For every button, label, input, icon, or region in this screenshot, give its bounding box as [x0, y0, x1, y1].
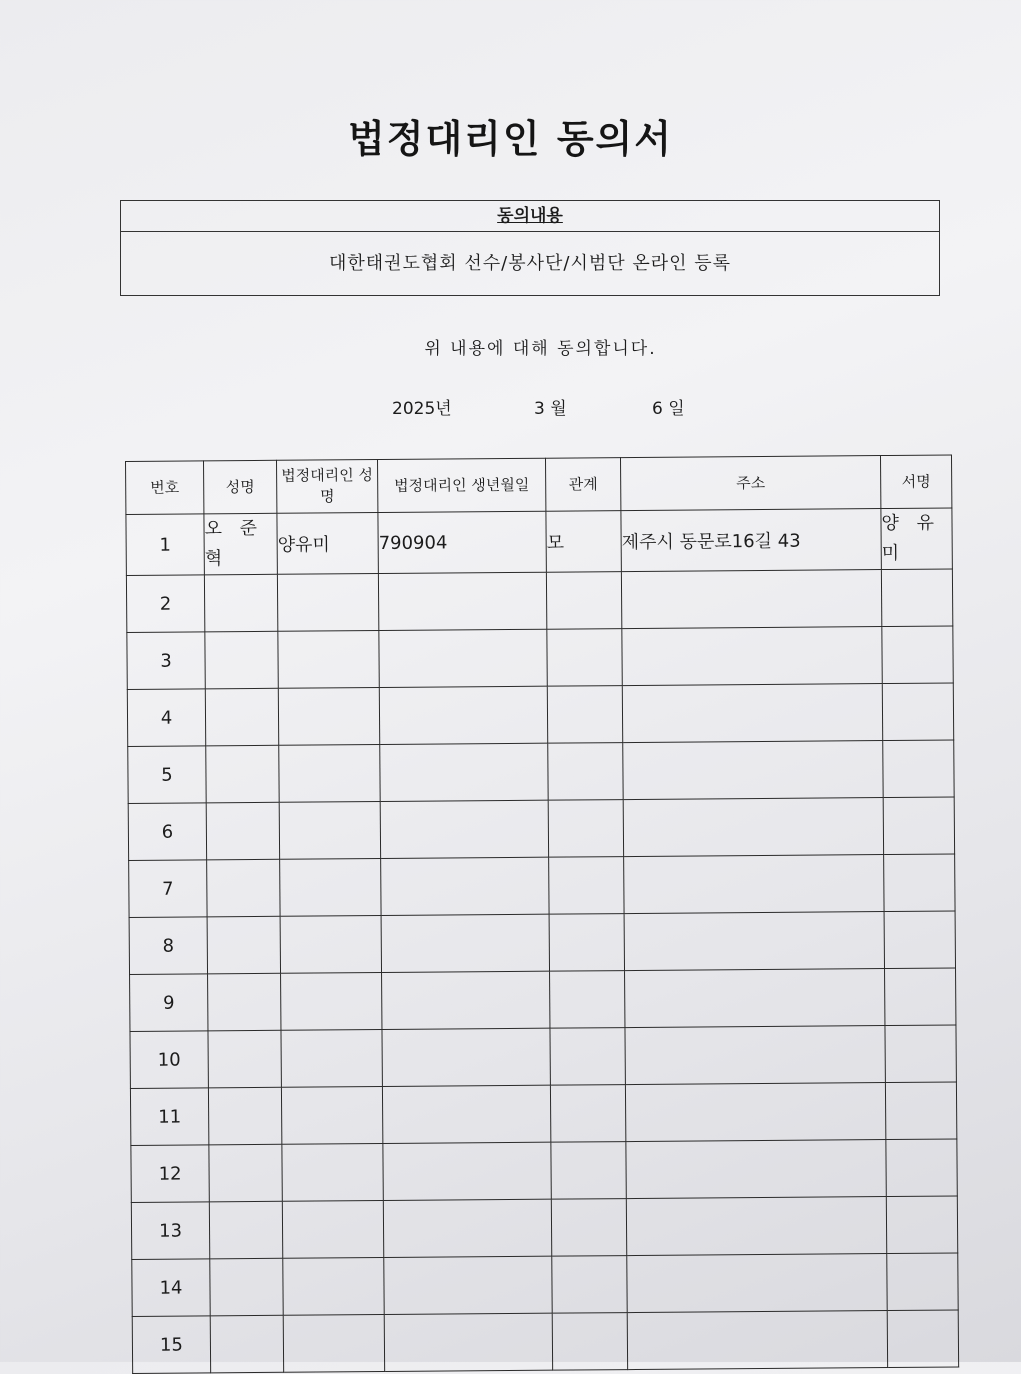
table-row	[126, 508, 952, 575]
cell-signature	[885, 1025, 956, 1083]
cell-guardian-name	[279, 745, 380, 803]
cell-signature	[887, 1253, 958, 1311]
cell-guardian-name	[278, 631, 379, 689]
cell-name	[207, 916, 280, 974]
cell-name	[209, 1201, 282, 1259]
cell-address	[624, 855, 884, 914]
cell-guardian-birth: 790904	[378, 511, 546, 573]
table-row	[131, 1196, 957, 1259]
cell-signature	[886, 1196, 957, 1254]
header-name: 성명	[204, 460, 277, 514]
cell-relation	[551, 1142, 626, 1200]
cell-guardian-birth	[378, 572, 546, 630]
cell-guardian-name	[279, 802, 380, 860]
cell-address	[622, 627, 882, 686]
consent-header	[121, 201, 939, 232]
cell-guardian-birth	[384, 1256, 552, 1314]
consent-header-label: 동의내용	[497, 206, 563, 226]
cell-address	[624, 912, 884, 971]
cell-relation: 모	[546, 511, 621, 573]
table-row	[129, 854, 955, 917]
cell-number: 4	[127, 689, 205, 747]
cell-name: 오 준 혁	[204, 513, 277, 575]
cell-relation	[547, 686, 622, 744]
cell-address	[627, 1311, 887, 1370]
table-row	[132, 1310, 958, 1373]
cell-relation	[548, 800, 623, 858]
cell-name	[209, 1144, 282, 1202]
cell-signature	[883, 797, 954, 855]
cell-name	[208, 973, 281, 1031]
cell-guardian-birth	[382, 1085, 550, 1143]
cell-address	[627, 1254, 887, 1313]
date-day: 6 일	[652, 399, 685, 419]
cell-guardian-birth	[382, 971, 550, 1029]
cell-guardian-name	[277, 574, 378, 632]
cell-relation	[551, 1199, 626, 1257]
cell-guardian-name	[280, 859, 381, 917]
cell-signature	[885, 968, 956, 1026]
header-number: 번호	[126, 461, 204, 515]
cell-address	[623, 798, 883, 857]
cell-guardian-name	[281, 1029, 382, 1087]
cell-signature	[882, 626, 953, 684]
table-body	[126, 508, 959, 1373]
cell-name	[205, 688, 278, 746]
cell-guardian-birth	[382, 1028, 550, 1086]
cell-guardian-name	[280, 916, 381, 974]
cell-name	[206, 802, 279, 860]
cell-name	[204, 574, 277, 632]
consent-content-box	[120, 200, 940, 296]
cell-guardian-birth	[383, 1142, 551, 1200]
table-row	[130, 1025, 956, 1088]
cell-number: 1	[126, 514, 204, 576]
cell-number: 12	[131, 1145, 209, 1203]
cell-guardian-name	[282, 1200, 383, 1258]
cell-address	[623, 741, 883, 800]
cell-guardian-birth	[381, 914, 549, 972]
cell-signature	[884, 854, 955, 912]
table-row	[127, 683, 953, 746]
cell-relation	[546, 572, 621, 630]
table-row	[127, 626, 953, 689]
cell-number: 13	[131, 1202, 209, 1260]
table-row	[126, 569, 952, 632]
cell-guardian-name	[281, 973, 382, 1031]
cell-number: 5	[128, 746, 206, 804]
table-row	[130, 1082, 956, 1145]
header-guardian-name: 법정대리인 성명	[276, 460, 377, 514]
header-address: 주소	[620, 456, 880, 511]
cell-relation	[552, 1256, 627, 1314]
cell-guardian-birth	[380, 800, 548, 858]
guardian-roster-table	[125, 455, 959, 1374]
cell-address	[622, 684, 882, 743]
cell-address	[621, 570, 881, 629]
cell-name	[205, 631, 278, 689]
cell-address	[625, 1083, 885, 1142]
header-signature: 서명	[880, 455, 951, 509]
cell-address: 제주시 동문로16길 43	[621, 509, 881, 572]
cell-number: 3	[127, 632, 205, 690]
cell-signature: 양 유 미	[881, 508, 952, 570]
cell-guardian-name	[281, 1086, 382, 1144]
cell-address	[625, 1026, 885, 1085]
date-year: 2025년	[392, 399, 452, 419]
cell-guardian-name	[278, 688, 379, 746]
cell-guardian-birth	[383, 1199, 551, 1257]
cell-guardian-birth	[379, 686, 547, 744]
header-relation: 관계	[545, 458, 620, 512]
cell-name	[208, 1087, 281, 1145]
table-row	[129, 911, 955, 974]
cell-signature	[884, 911, 955, 969]
header-guardian-birth: 법정대리인 생년월일	[377, 458, 545, 512]
cell-number: 10	[130, 1031, 208, 1089]
cell-relation	[548, 743, 623, 801]
cell-name	[210, 1315, 283, 1373]
cell-relation	[549, 857, 624, 915]
cell-relation	[547, 629, 622, 687]
cell-guardian-name	[283, 1314, 384, 1372]
cell-guardian-birth	[384, 1313, 552, 1371]
cell-address	[626, 1197, 886, 1256]
table-row	[132, 1253, 958, 1316]
cell-name	[210, 1258, 283, 1316]
cell-number: 11	[130, 1088, 208, 1146]
cell-address	[626, 1140, 886, 1199]
cell-relation	[550, 1028, 625, 1086]
cell-relation	[550, 971, 625, 1029]
cell-signature	[886, 1139, 957, 1197]
cell-guardian-name	[283, 1257, 384, 1315]
cell-guardian-name: 양유미	[277, 513, 378, 575]
cell-number: 2	[126, 575, 204, 633]
cell-guardian-birth	[380, 743, 548, 801]
cell-signature	[887, 1310, 958, 1368]
cell-number: 9	[130, 974, 208, 1032]
consent-text: 대한태권도협회 선수/봉사단/시범단 온라인 등록	[328, 253, 732, 274]
cell-signature	[881, 569, 952, 627]
table-row	[128, 740, 954, 803]
document-title: 법정대리인 동의서	[348, 117, 673, 161]
cell-number: 15	[132, 1316, 210, 1374]
cell-guardian-name	[282, 1143, 383, 1201]
cell-relation	[549, 914, 624, 972]
table-row	[128, 797, 954, 860]
table-header-row	[126, 455, 952, 514]
cell-number: 8	[129, 917, 207, 975]
cell-name	[206, 745, 279, 803]
cell-number: 7	[129, 860, 207, 918]
cell-number: 14	[132, 1259, 210, 1317]
cell-number: 6	[128, 803, 206, 861]
cell-signature	[885, 1082, 956, 1140]
agreement-statement: 위 내용에 대해 동의합니다.	[424, 339, 657, 359]
cell-signature	[882, 683, 953, 741]
table-row	[131, 1139, 957, 1202]
cell-guardian-birth	[381, 857, 549, 915]
cell-name	[207, 859, 280, 917]
cell-signature	[883, 740, 954, 798]
date-line	[0, 394, 1021, 420]
table-row	[130, 968, 956, 1031]
cell-address	[625, 969, 885, 1028]
cell-guardian-birth	[379, 629, 547, 687]
cell-name	[208, 1030, 281, 1088]
cell-relation	[550, 1085, 625, 1143]
date-month: 3 월	[534, 399, 567, 419]
